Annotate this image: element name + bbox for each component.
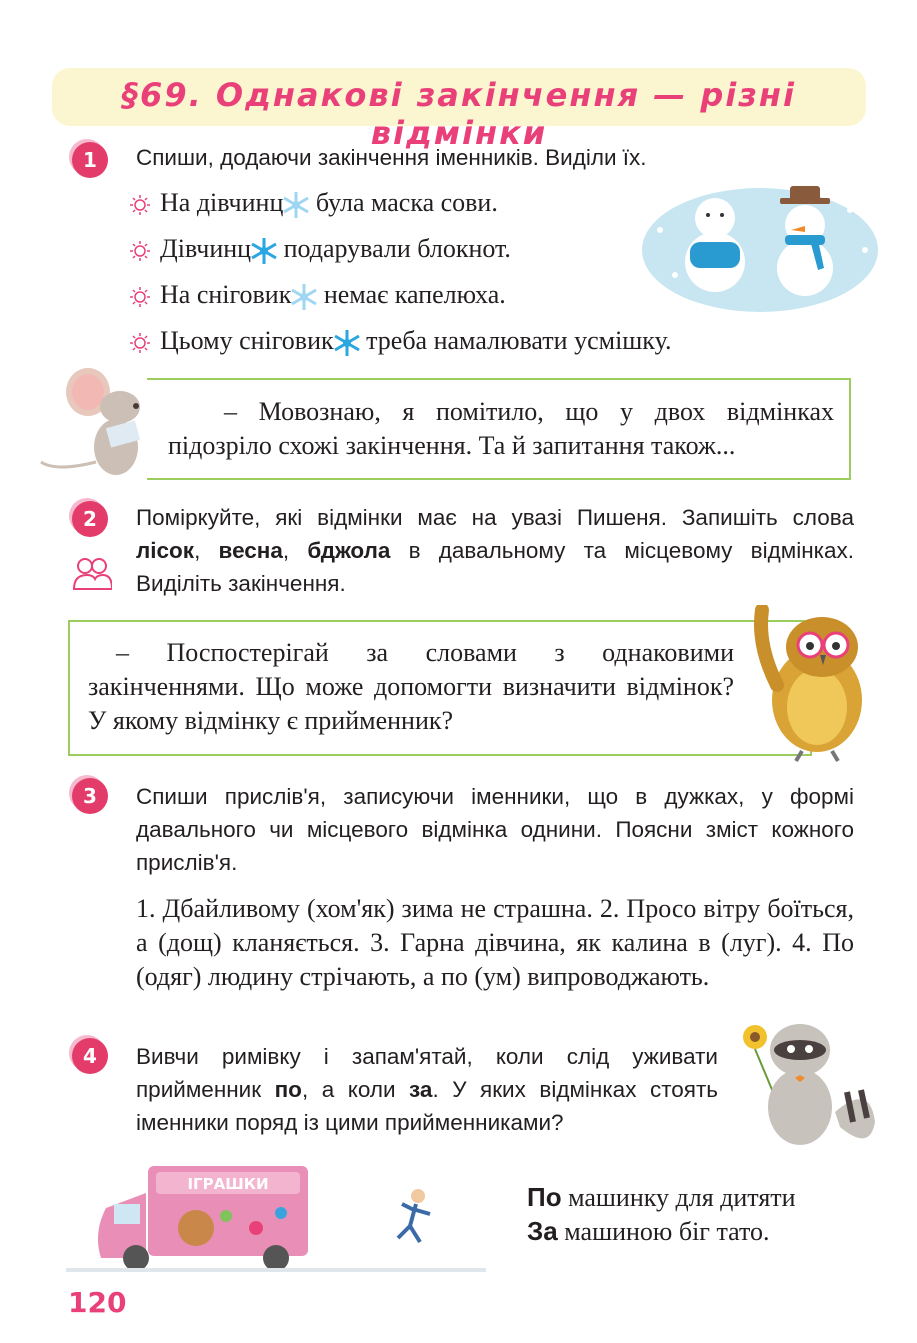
- rhyme-line-1: [527, 1180, 796, 1215]
- mouse-illustration: [38, 362, 156, 480]
- rhyme-word-po: По: [527, 1182, 562, 1212]
- rhyme-line-1-rest: машинку для дитяти: [561, 1183, 796, 1212]
- rhyme-line-2-rest: машиною біг тато.: [557, 1217, 770, 1246]
- word-po: по: [274, 1077, 302, 1102]
- snowflake-icon: [289, 282, 319, 312]
- sentence-start: На сніговик: [160, 280, 292, 309]
- sun-bullet-icon: [130, 287, 150, 307]
- truck-sign: ІГРАШКИ: [187, 1175, 269, 1193]
- word-lisok: лісок: [136, 538, 195, 563]
- task-number-3: 3: [72, 778, 108, 814]
- task-number-1: 1: [72, 142, 108, 178]
- sentence-end: немає капелюха.: [317, 280, 506, 309]
- task3-proverbs: 1. Дбайливому (хом'як) зима не страшна. 2. Просо вітру боїться, а (дощ) кланяється. 3. Гарна дівчина, як калина в (луг). 4. По (одяг) людину стрічають, а по (ум) випроводжають.: [136, 894, 854, 991]
- task2-text: [136, 501, 854, 600]
- sun-bullet-icon: [130, 333, 150, 353]
- owl-illustration: [742, 605, 872, 763]
- snowflake-icon: [332, 328, 362, 358]
- word-bdzhola: бджола: [307, 538, 391, 563]
- raccoon-illustration: [735, 1012, 880, 1147]
- sentence-start: Цьому сніговик: [160, 326, 334, 355]
- sentence-start: Дівчинц: [160, 234, 252, 263]
- word-vesna: весна: [218, 538, 283, 563]
- owl-note-text: – Поспостерігай за словами з однаковими закінченнями. Що може допомогти визначити відмінок? У якому відмінку є прийменник?: [88, 638, 734, 735]
- sentence-end: подарували блокнот.: [277, 234, 511, 263]
- task1-instruction: Спиши, додаючи закінчення іменників. Виділи їх.: [136, 145, 647, 170]
- sentence-end: треба намалювати усмішку.: [359, 326, 672, 355]
- task1-sentence-4: [130, 324, 671, 358]
- rhyme-line-2: [527, 1214, 770, 1249]
- sun-bullet-icon: [130, 241, 150, 261]
- sun-bullet-icon: [130, 195, 150, 215]
- word-za: за: [409, 1077, 433, 1102]
- task-number-2: 2: [72, 501, 108, 537]
- running-man: [398, 1189, 430, 1242]
- sentence-start: На дівчинц: [160, 188, 284, 217]
- separator: ,: [194, 538, 219, 563]
- task1-sentence-1: [130, 186, 498, 220]
- task2-part1: Поміркуйте, які відмінки має на увазі Пишеня. Запишіть слова: [136, 505, 854, 530]
- rhyme-word-za: За: [527, 1216, 558, 1246]
- snowmen-illustration: [640, 180, 880, 315]
- task3-instruction: Спиши прислів'я, записуючи іменники, що в дужках, у формі давального чи місцевого відмінка однини. Поясни зміст кожного прислів'я.: [136, 784, 854, 875]
- page-number: 120: [68, 1286, 127, 1319]
- snowflake-icon: [249, 236, 279, 266]
- task2-part2: в давальному та місцевому відмінках. Виділіть закінчення.: [136, 538, 854, 596]
- task4-part2: , а коли: [301, 1077, 410, 1102]
- task4-part1: Вивчи римівку і запам'ятай, коли слід уживати прийменник: [136, 1044, 718, 1102]
- separator: ,: [282, 538, 308, 563]
- task4-text: [136, 1040, 718, 1139]
- task1-sentence-3: [130, 278, 506, 312]
- task-number-4: 4: [72, 1038, 108, 1074]
- pair-work-icon: [72, 555, 112, 591]
- page-title: §69. Однакові закінчення — різні відмінки: [122, 76, 796, 152]
- mouse-note-text: – Мовознаю, я помітило, що у двох відмінках підозріло схожі закінчення. Та й запитання також...: [168, 397, 834, 460]
- truck-illustration: [66, 1158, 486, 1278]
- snowflake-icon: [281, 190, 311, 220]
- task4-part3: . У яких відмінках стоять іменники поряд із цими прийменниками?: [136, 1077, 718, 1135]
- task1-sentence-2: [130, 232, 511, 266]
- sentence-end: була маска сови.: [309, 188, 498, 217]
